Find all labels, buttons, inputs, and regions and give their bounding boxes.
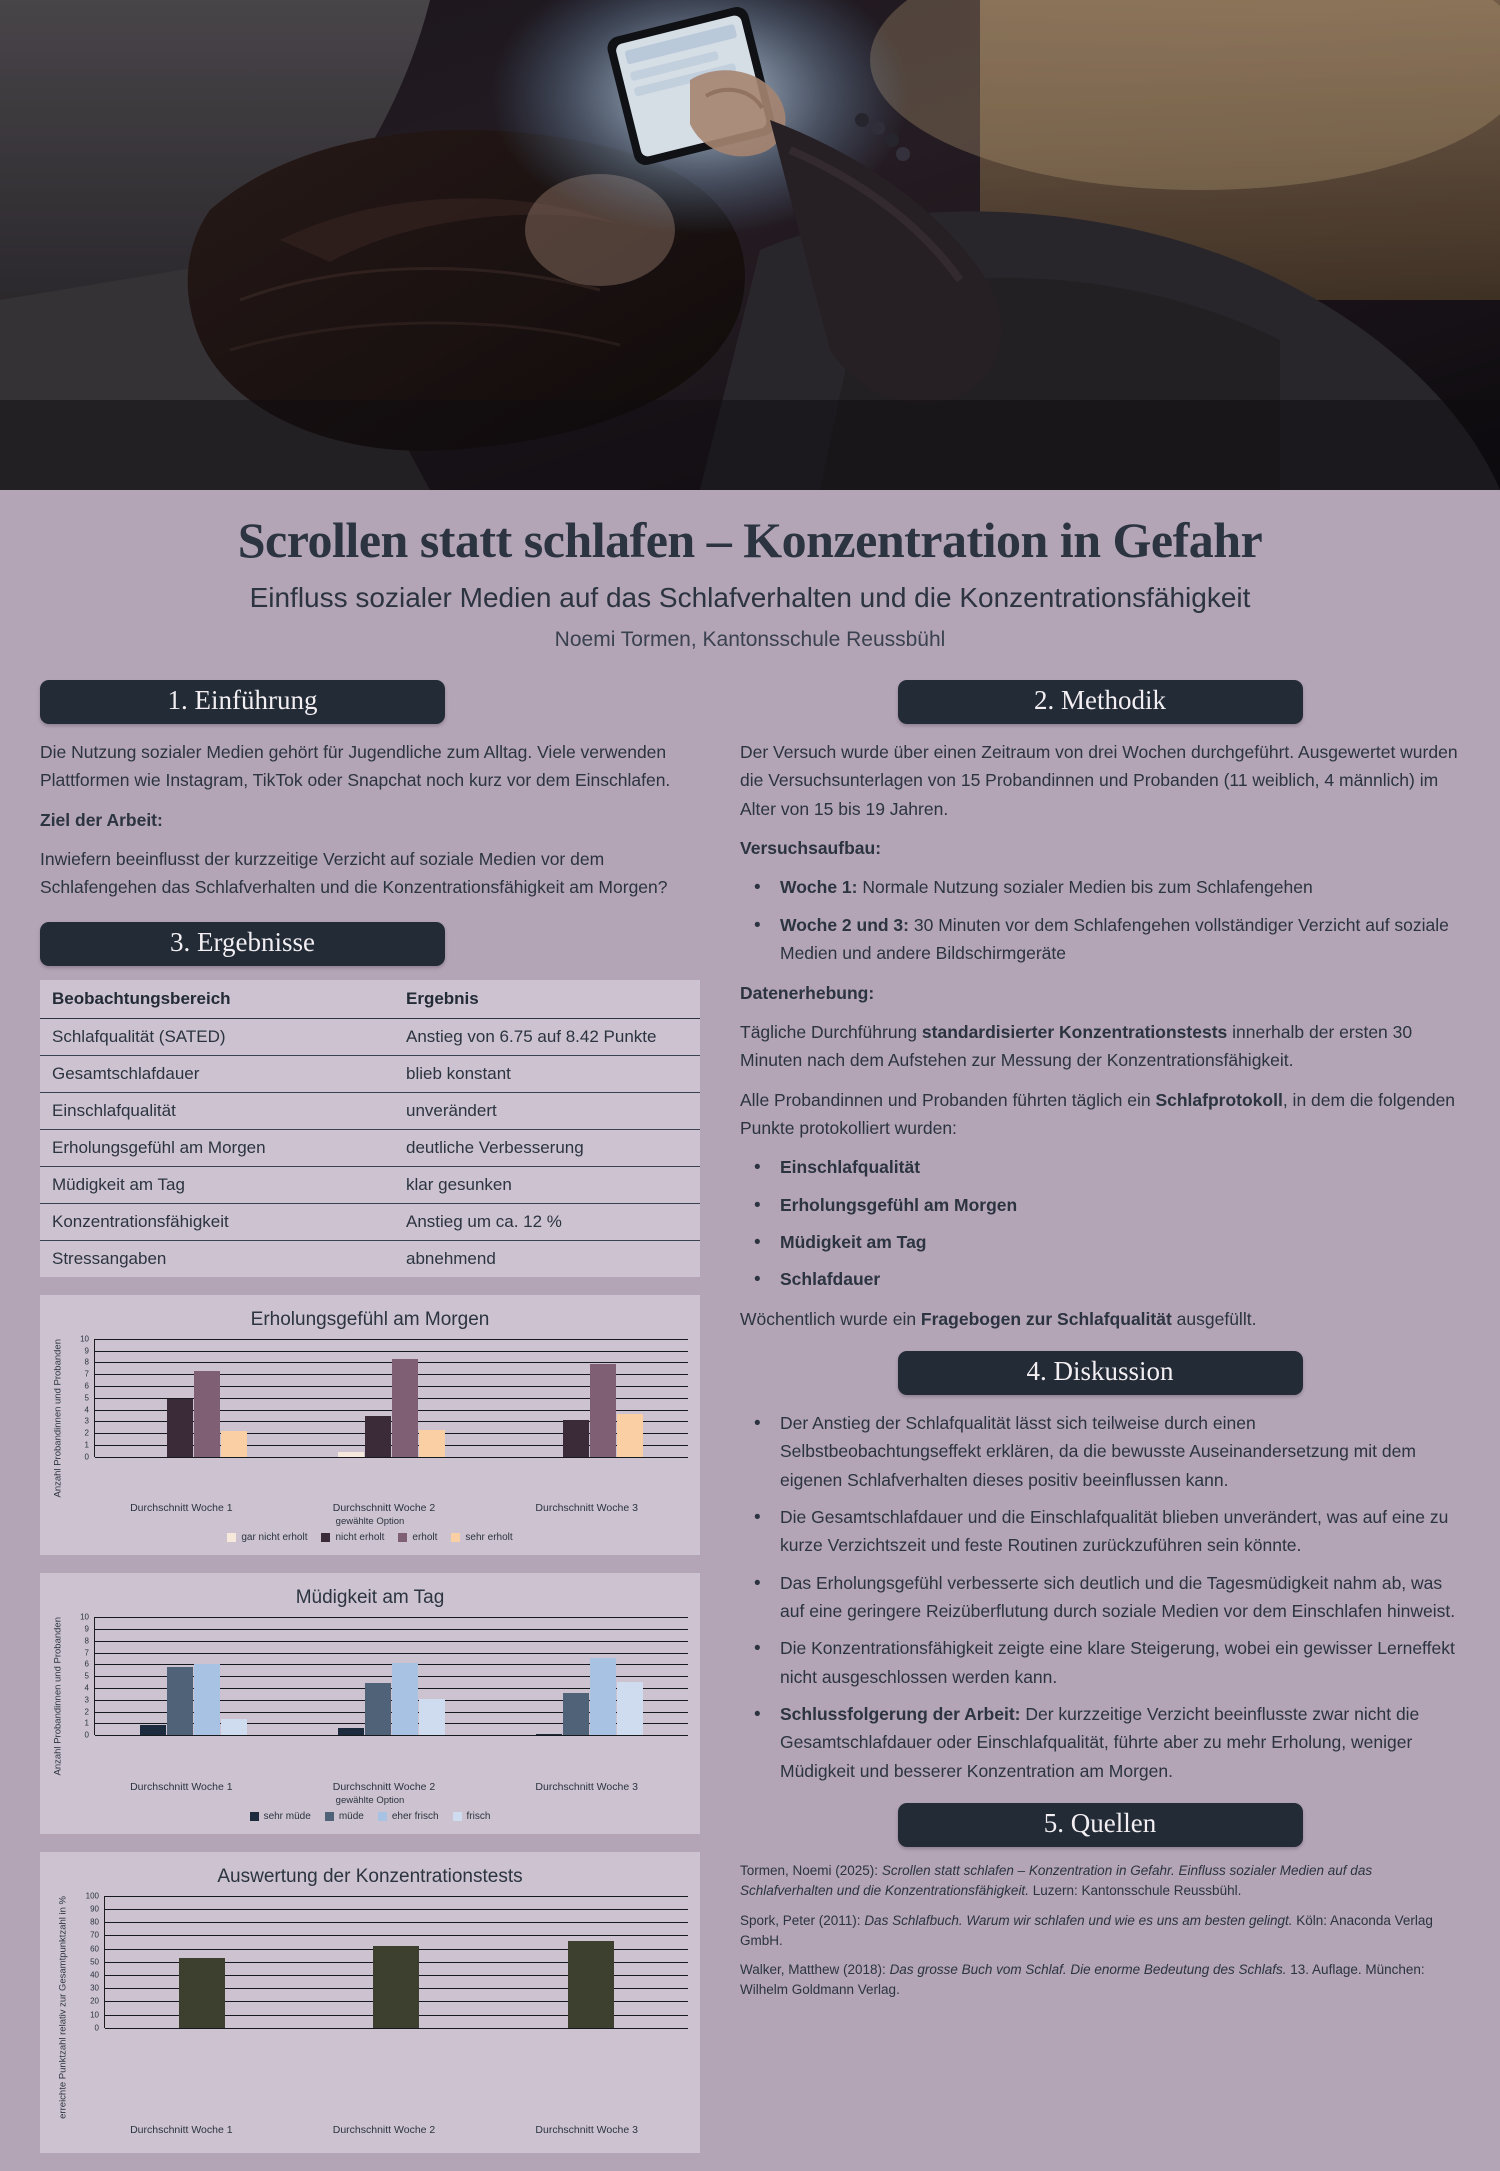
chart-plot <box>94 1617 688 1735</box>
source-author: Walker, Matthew (2018): <box>740 1962 890 1978</box>
chart-bar <box>373 1946 419 2028</box>
list-item-text: Das Erholungsgefühl verbesserte sich deutlich und die Tagesmüdigkeit nahm ab, was auf eine geringere Reizüberflutung durch soziale Medien vor dem Einschlafen hinweist. <box>780 1572 1456 1621</box>
chart-bar-group <box>95 1617 293 1735</box>
chart-x-axis-label: gewählte Option <box>335 1794 405 1806</box>
table-row <box>40 1203 700 1240</box>
source-author: Spork, Peter (2011): <box>740 1912 865 1928</box>
chart-y-tick: 2 <box>84 1428 89 1438</box>
chart-y-tick: 50 <box>90 1957 99 1967</box>
intro-paragraph-2: Inwiefern beeinflusst der kurzzeitige Verzicht auf soziale Medien vor dem Schlafengehen das Schlafverhalten und die Konzentrationsfähigkeit am Morgen? <box>40 849 668 898</box>
chart-y-tick: 5 <box>84 1393 89 1403</box>
methods-weekly-paragraph <box>740 1305 1460 1333</box>
chart-bar <box>590 1364 616 1457</box>
chart-x-tick: Durchschnitt Woche 1 <box>130 2123 233 2136</box>
list-item <box>766 1191 1460 1219</box>
chart-x-tick: Durchschnitt Woche 1 <box>130 1780 233 1793</box>
chart-y-tick: 60 <box>90 1944 99 1954</box>
chart-y-tick: 70 <box>90 1930 99 1940</box>
chart-y-ticks <box>66 1612 92 1740</box>
methods-collection-p1-c: innerhalb der ersten 30 Minuten nach dem Aufstehen zur Messung der Konzentrationsfähigkeit. <box>740 1021 1413 1071</box>
chart-y-tick: 90 <box>90 1904 99 1914</box>
table-row <box>40 1129 700 1166</box>
methods-setup-list <box>740 873 1460 967</box>
chart-legend-item <box>451 1532 512 1543</box>
source-entry <box>740 1861 1460 1902</box>
section-heading-quellen: 5. Quellen <box>898 1803 1303 1847</box>
chart-body <box>52 1612 688 1776</box>
chart-title: Müdigkeit am Tag <box>295 1587 445 1609</box>
chart-bar <box>167 1399 193 1457</box>
chart-bar-group <box>490 1617 688 1735</box>
chart-y-tick: 8 <box>84 1357 89 1367</box>
list-item <box>766 1569 1460 1626</box>
right-column <box>740 680 1460 2009</box>
sources-list <box>740 1861 1460 2001</box>
chart-y-tick: 0 <box>94 2023 99 2033</box>
list-item-text: Der Anstieg der Schlafqualität lässt sich teilweise durch einen Selbstbeobachtungseffekt erklären, da die bewusste Auseinandersetzung mit dem eigenen Schlafverhalten dieses positiv beeinflussen kann. <box>780 1412 1416 1490</box>
chart-bar <box>338 1452 364 1457</box>
chart-legend-swatch <box>378 1812 387 1821</box>
section-heading-ergebnisse: 3. Ergebnisse <box>40 922 445 966</box>
intro-paragraph-1: Die Nutzung sozialer Medien gehört für Jugendliche zum Alltag. Viele verwenden Plattformen wie Instagram, TikTok oder Snapchat noch kurz vor dem Einschlafen. <box>40 742 671 791</box>
chart-bar <box>392 1663 418 1736</box>
chart-x-tick-labels <box>80 1776 688 1793</box>
table-row <box>40 1018 700 1055</box>
chart-card-konzentrationstests <box>40 1852 700 2153</box>
table-row <box>40 1055 700 1092</box>
chart-y-tick: 8 <box>84 1636 89 1646</box>
table-cell-ergebnis: abnehmend <box>406 1248 496 1268</box>
chart-body <box>52 1334 688 1498</box>
chart-bar <box>419 1699 445 1736</box>
chart-bar <box>140 1725 166 1736</box>
chart-bar <box>194 1664 220 1735</box>
chart-x-tick-labels <box>80 1497 688 1514</box>
table-row <box>40 1166 700 1203</box>
chart-bar <box>563 1693 589 1735</box>
list-item <box>766 1153 1460 1181</box>
list-item <box>766 873 1460 901</box>
chart-y-ticks <box>76 1891 102 2033</box>
page-subtitle: Einfluss sozialer Medien auf das Schlafverhalten und die Konzentrationsfähigkeit <box>249 581 1251 613</box>
list-item-lead: Schlussfolgerung der Arbeit: <box>780 1704 1021 1725</box>
chart-legend-swatch <box>451 1533 460 1542</box>
intro-goal-label: Ziel der Arbeit: <box>40 809 163 830</box>
chart-bar-group <box>293 1339 491 1457</box>
chart-legend-label: frisch <box>466 1810 491 1822</box>
list-item <box>766 1409 1460 1494</box>
source-entry <box>740 1960 1460 2001</box>
chart-body <box>52 1891 688 2119</box>
table-cell-ergebnis: klar gesunken <box>394 1166 700 1203</box>
chart-y-tick: 7 <box>84 1648 89 1658</box>
source-publisher: 13. Auflage. München: Wilhelm Goldmann Verlag. <box>740 1962 1425 1998</box>
chart-bar <box>365 1683 391 1736</box>
chart-legend-item <box>453 1811 491 1822</box>
methods-collection-p1-b: standardisierter Konzentrationstests <box>921 1021 1228 1042</box>
chart-bar-group <box>494 1896 688 2028</box>
left-column <box>40 680 700 2170</box>
methods-setup-label: Versuchsaufbau: <box>740 838 882 859</box>
methods-weekly-a: Wöchentlich wurde ein <box>740 1308 921 1329</box>
methods-collection-p2-b: Schlafprotokoll <box>1155 1089 1283 1110</box>
chart-bar <box>221 1719 247 1736</box>
chart-x-tick: Durchschnitt Woche 2 <box>332 1502 436 1515</box>
chart-bar-group <box>95 1339 293 1457</box>
list-item <box>766 1228 1460 1256</box>
chart-x-tick: Durchschnitt Woche 2 <box>332 2123 436 2136</box>
source-author: Tormen, Noemi (2025): <box>740 1863 882 1879</box>
methods-collection-p2-c: , in dem die folgenden Punkte protokolliert wurden: <box>740 1089 1456 1138</box>
table-cell-bereich: Gesamtschlafdauer <box>40 1055 394 1092</box>
chart-legend-item <box>378 1811 439 1822</box>
table-cell-ergebnis: deutliche Verbesserung <box>394 1129 700 1166</box>
chart-x-axis-label: gewählte Option <box>335 1516 405 1528</box>
chart-legend-item <box>321 1532 384 1543</box>
table-cell-bereich: Schlafqualität (SATED) <box>40 1018 394 1055</box>
list-item-lead: Woche 2 und 3: <box>780 914 909 935</box>
chart-bar-groups <box>95 1339 688 1457</box>
chart-bar-groups <box>95 1617 688 1735</box>
section-heading-diskussion: 4. Diskussion <box>898 1351 1303 1395</box>
table-row <box>40 1240 700 1277</box>
chart-y-tick: 0 <box>84 1452 89 1462</box>
list-item <box>766 1700 1460 1785</box>
table-cell-ergebnis: Anstieg von 6.75 auf 8.42 Punkte <box>394 1018 700 1055</box>
chart-y-tick: 40 <box>90 1970 99 1980</box>
chart-bar <box>221 1431 247 1456</box>
chart-card-erholungsgefuehl <box>40 1295 700 1555</box>
chart-bar <box>617 1682 643 1736</box>
chart-legend-label: erholt <box>412 1532 438 1544</box>
list-item-text: Die Gesamtschlafdauer und die Einschlafqualität blieben unverändert, was auf eine zu kurze Verzichtszeit und feste Routinen zurückzuführen sein könnte. <box>780 1506 1449 1556</box>
table-cell-bereich: Einschlafqualität <box>40 1092 394 1129</box>
results-table-body <box>40 1018 700 1277</box>
chart-y-tick: 0 <box>84 1730 89 1740</box>
chart-bar <box>419 1430 445 1457</box>
methods-collection-paragraph-2 <box>740 1086 1460 1143</box>
chart-legend-label: eher frisch <box>391 1810 439 1822</box>
chart-y-tick: 9 <box>84 1346 89 1356</box>
table-cell-bereich: Müdigkeit am Tag <box>40 1166 394 1203</box>
chart-bar <box>179 1958 225 2028</box>
discussion-list <box>740 1409 1460 1785</box>
chart-y-axis-label: erreichte Punktzahl relativ zur Gesamtpunktzahl in % <box>57 1895 69 2119</box>
table-header-row <box>40 980 700 1019</box>
source-publisher: Köln: Anaconda Verlag GmbH. <box>740 1912 1433 1948</box>
chart-y-tick: 80 <box>90 1917 99 1927</box>
chart-x-tick: Durchschnitt Woche 3 <box>535 1780 638 1793</box>
chart-legend-swatch <box>453 1812 462 1821</box>
chart-bar <box>568 1941 614 2027</box>
chart-y-tick: 1 <box>84 1718 89 1728</box>
chart-legend-label: sehr müde <box>263 1810 311 1822</box>
table-cell-bereich: Stressangaben <box>52 1248 167 1268</box>
chart-bar-group <box>299 1896 493 2028</box>
chart-bar <box>167 1667 193 1735</box>
table-row <box>40 1092 700 1129</box>
chart-y-ticks <box>66 1334 92 1462</box>
chart-y-tick: 6 <box>84 1381 89 1391</box>
methods-collection-label: Datenerhebung: <box>740 982 875 1003</box>
methods-weekly-c: ausgefüllt. <box>1171 1308 1257 1329</box>
list-item-label: Schlafdauer <box>780 1269 881 1290</box>
chart-y-tick: 6 <box>84 1659 89 1669</box>
section-heading-einfuehrung: 1. Einführung <box>40 680 445 724</box>
source-title: Scrollen statt schlafen – Konzentration in Gefahr. Einfluss sozialer Medien auf das Schlafverhalten und die Konzentrationsfähigkeit. <box>740 1863 1373 1899</box>
list-item <box>766 1634 1460 1691</box>
chart-legend-label: müde <box>338 1810 364 1822</box>
table-col-beobachtungsbereich: Beobachtungsbereich <box>40 980 394 1019</box>
methods-paragraph-1: Der Versuch wurde über einen Zeitraum von drei Wochen durchgeführt. Ausgewertet wurden die Versuchsunterlagen von 15 Probandinnen und Probanden (11 weiblich, 4 männlich) im Alter von 15 bis 19 Jahren. <box>740 742 1458 819</box>
source-entry <box>740 1911 1460 1952</box>
source-publisher: Luzern: Kantonsschule Reussbühl. <box>1028 1883 1242 1899</box>
chart-y-tick: 3 <box>84 1695 89 1705</box>
chart-y-tick: 10 <box>80 1334 89 1344</box>
chart-y-tick: 10 <box>90 2010 99 2020</box>
chart-bar <box>338 1728 364 1735</box>
chart-legend-item <box>250 1811 311 1822</box>
chart-plot <box>94 1339 688 1457</box>
source-title: Das grosse Buch vom Schlaf. Die enorme Bedeutung des Schlafs. <box>889 1962 1287 1978</box>
list-item-label: Erholungsgefühl am Morgen <box>780 1194 1018 1215</box>
chart-x-tick-labels <box>80 2119 688 2136</box>
chart-y-tick: 7 <box>84 1369 89 1379</box>
table-cell-bereich: Konzentrationsfähigkeit <box>40 1203 394 1240</box>
chart-legend-swatch <box>325 1812 334 1821</box>
chart-bar-group <box>105 1896 299 2028</box>
methods-collection-paragraph-1 <box>740 1018 1460 1075</box>
chart-bar <box>536 1734 562 1736</box>
chart-legend-swatch <box>398 1533 407 1542</box>
chart-y-tick: 10 <box>80 1612 89 1622</box>
chart-title: Erholungsgefühl am Morgen <box>250 1308 490 1330</box>
chart-x-tick: Durchschnitt Woche 1 <box>130 1502 233 1515</box>
list-item-text: Normale Nutzung sozialer Medien bis zum Schlafengehen <box>857 877 1313 898</box>
methods-collection-p2-a: Alle Probandinnen und Probanden führten täglich ein <box>740 1089 1156 1110</box>
list-item-lead: Woche 1: <box>780 877 858 898</box>
chart-bar-group <box>490 1339 688 1457</box>
chart-y-tick: 9 <box>84 1624 89 1634</box>
chart-y-tick: 4 <box>84 1683 89 1693</box>
chart-plot-area <box>66 1334 688 1462</box>
chart-bar-groups <box>105 1896 688 2028</box>
chart-gridline <box>95 1457 688 1458</box>
chart-y-tick: 30 <box>90 1983 99 1993</box>
chart-plot-area <box>76 1891 688 2033</box>
chart-y-axis-label: Anzahl Probandinnen und Probanden <box>52 1617 64 1776</box>
results-table <box>40 980 700 1277</box>
list-item <box>766 1503 1460 1560</box>
list-item <box>766 1265 1460 1293</box>
chart-bar <box>392 1359 418 1457</box>
chart-bar <box>365 1416 391 1457</box>
table-cell-bereich: Erholungsgefühl am Morgen <box>40 1129 394 1166</box>
chart-y-tick: 5 <box>84 1671 89 1681</box>
title-block <box>0 490 1500 658</box>
chart-bar-group <box>293 1617 491 1735</box>
chart-legend-swatch <box>321 1533 330 1542</box>
chart-x-tick: Durchschnitt Woche 2 <box>332 1780 436 1793</box>
chart-gridline <box>105 2028 688 2029</box>
list-item-text: 30 Minuten vor dem Schlafengehen vollständiger Verzicht auf soziale Medien und andere Bildschirmgeräte <box>780 914 1449 964</box>
methods-collection-p1-a: Tägliche Durchführung <box>740 1021 922 1042</box>
methods-protocol-list <box>740 1153 1460 1293</box>
chart-y-tick: 2 <box>84 1707 89 1717</box>
chart-bar <box>563 1420 589 1457</box>
chart-legend-item <box>227 1532 307 1543</box>
list-item-label: Müdigkeit am Tag <box>780 1231 927 1252</box>
chart-legend-label: nicht erholt <box>335 1532 385 1544</box>
page-title: Scrollen statt schlafen – Konzentration in Gefahr <box>237 512 1263 568</box>
list-item-label: Einschlafqualität <box>780 1157 921 1178</box>
table-cell-ergebnis: Anstieg um ca. 12 % <box>394 1203 700 1240</box>
section-heading-methodik: 2. Methodik <box>898 680 1303 724</box>
chart-legend-item <box>325 1811 364 1822</box>
chart-bar <box>194 1371 220 1457</box>
chart-y-axis-label: Anzahl Probandinnen und Probanden <box>52 1338 64 1498</box>
table-cell-ergebnis: unverändert <box>394 1092 700 1129</box>
chart-title: Auswertung der Konzentrationstests <box>217 1865 523 1887</box>
chart-legend-label: gar nicht erholt <box>241 1532 308 1544</box>
chart-bar <box>590 1658 616 1735</box>
table-cell-ergebnis: blieb konstant <box>394 1055 700 1092</box>
source-title: Das Schlafbuch. Warum wir schlafen und wie es uns am besten gelingt. <box>864 1912 1293 1928</box>
list-item-text: Der kurzzeitige Verzicht beeinflusste zwar nicht die Gesamtschlafdauer oder Einschlafqualität, führte aber zu mehr Erholung, weniger Müdigkeit und besserer Konzentration am Morgen. <box>780 1704 1420 1781</box>
hero-photo <box>0 0 1500 490</box>
chart-legend <box>52 1811 688 1822</box>
chart-card-muedigkeit <box>40 1573 700 1833</box>
chart-legend-swatch <box>227 1533 236 1542</box>
chart-x-tick: Durchschnitt Woche 3 <box>535 2123 638 2136</box>
hero-photo-illustration <box>0 0 1500 490</box>
chart-legend-swatch <box>250 1812 259 1821</box>
chart-y-tick: 1 <box>84 1440 89 1450</box>
content-columns <box>0 658 1500 2170</box>
chart-legend-label: sehr erholt <box>465 1532 513 1544</box>
chart-gridline <box>95 1735 688 1736</box>
table-col-ergebnis: Ergebnis <box>394 980 700 1019</box>
methods-weekly-b: Fragebogen zur Schlafqualität <box>920 1308 1172 1329</box>
chart-y-tick: 3 <box>84 1416 89 1426</box>
page-author: Noemi Tormen, Kantonsschule Reussbühl <box>554 628 946 652</box>
chart-x-tick: Durchschnitt Woche 3 <box>535 1502 638 1515</box>
chart-bar <box>617 1414 643 1456</box>
chart-y-tick: 4 <box>84 1405 89 1415</box>
chart-y-tick: 100 <box>85 1891 99 1901</box>
chart-plot-area <box>66 1612 688 1740</box>
chart-plot <box>104 1896 688 2028</box>
chart-legend <box>52 1532 688 1543</box>
chart-legend-item <box>398 1532 437 1543</box>
list-item <box>766 911 1460 968</box>
chart-y-tick: 20 <box>90 1996 99 2006</box>
list-item-text: Die Konzentrationsfähigkeit zeigte eine klare Steigerung, wobei ein gewisser Lerneffekt nicht ausgeschlossen werden kann. <box>780 1638 1455 1687</box>
